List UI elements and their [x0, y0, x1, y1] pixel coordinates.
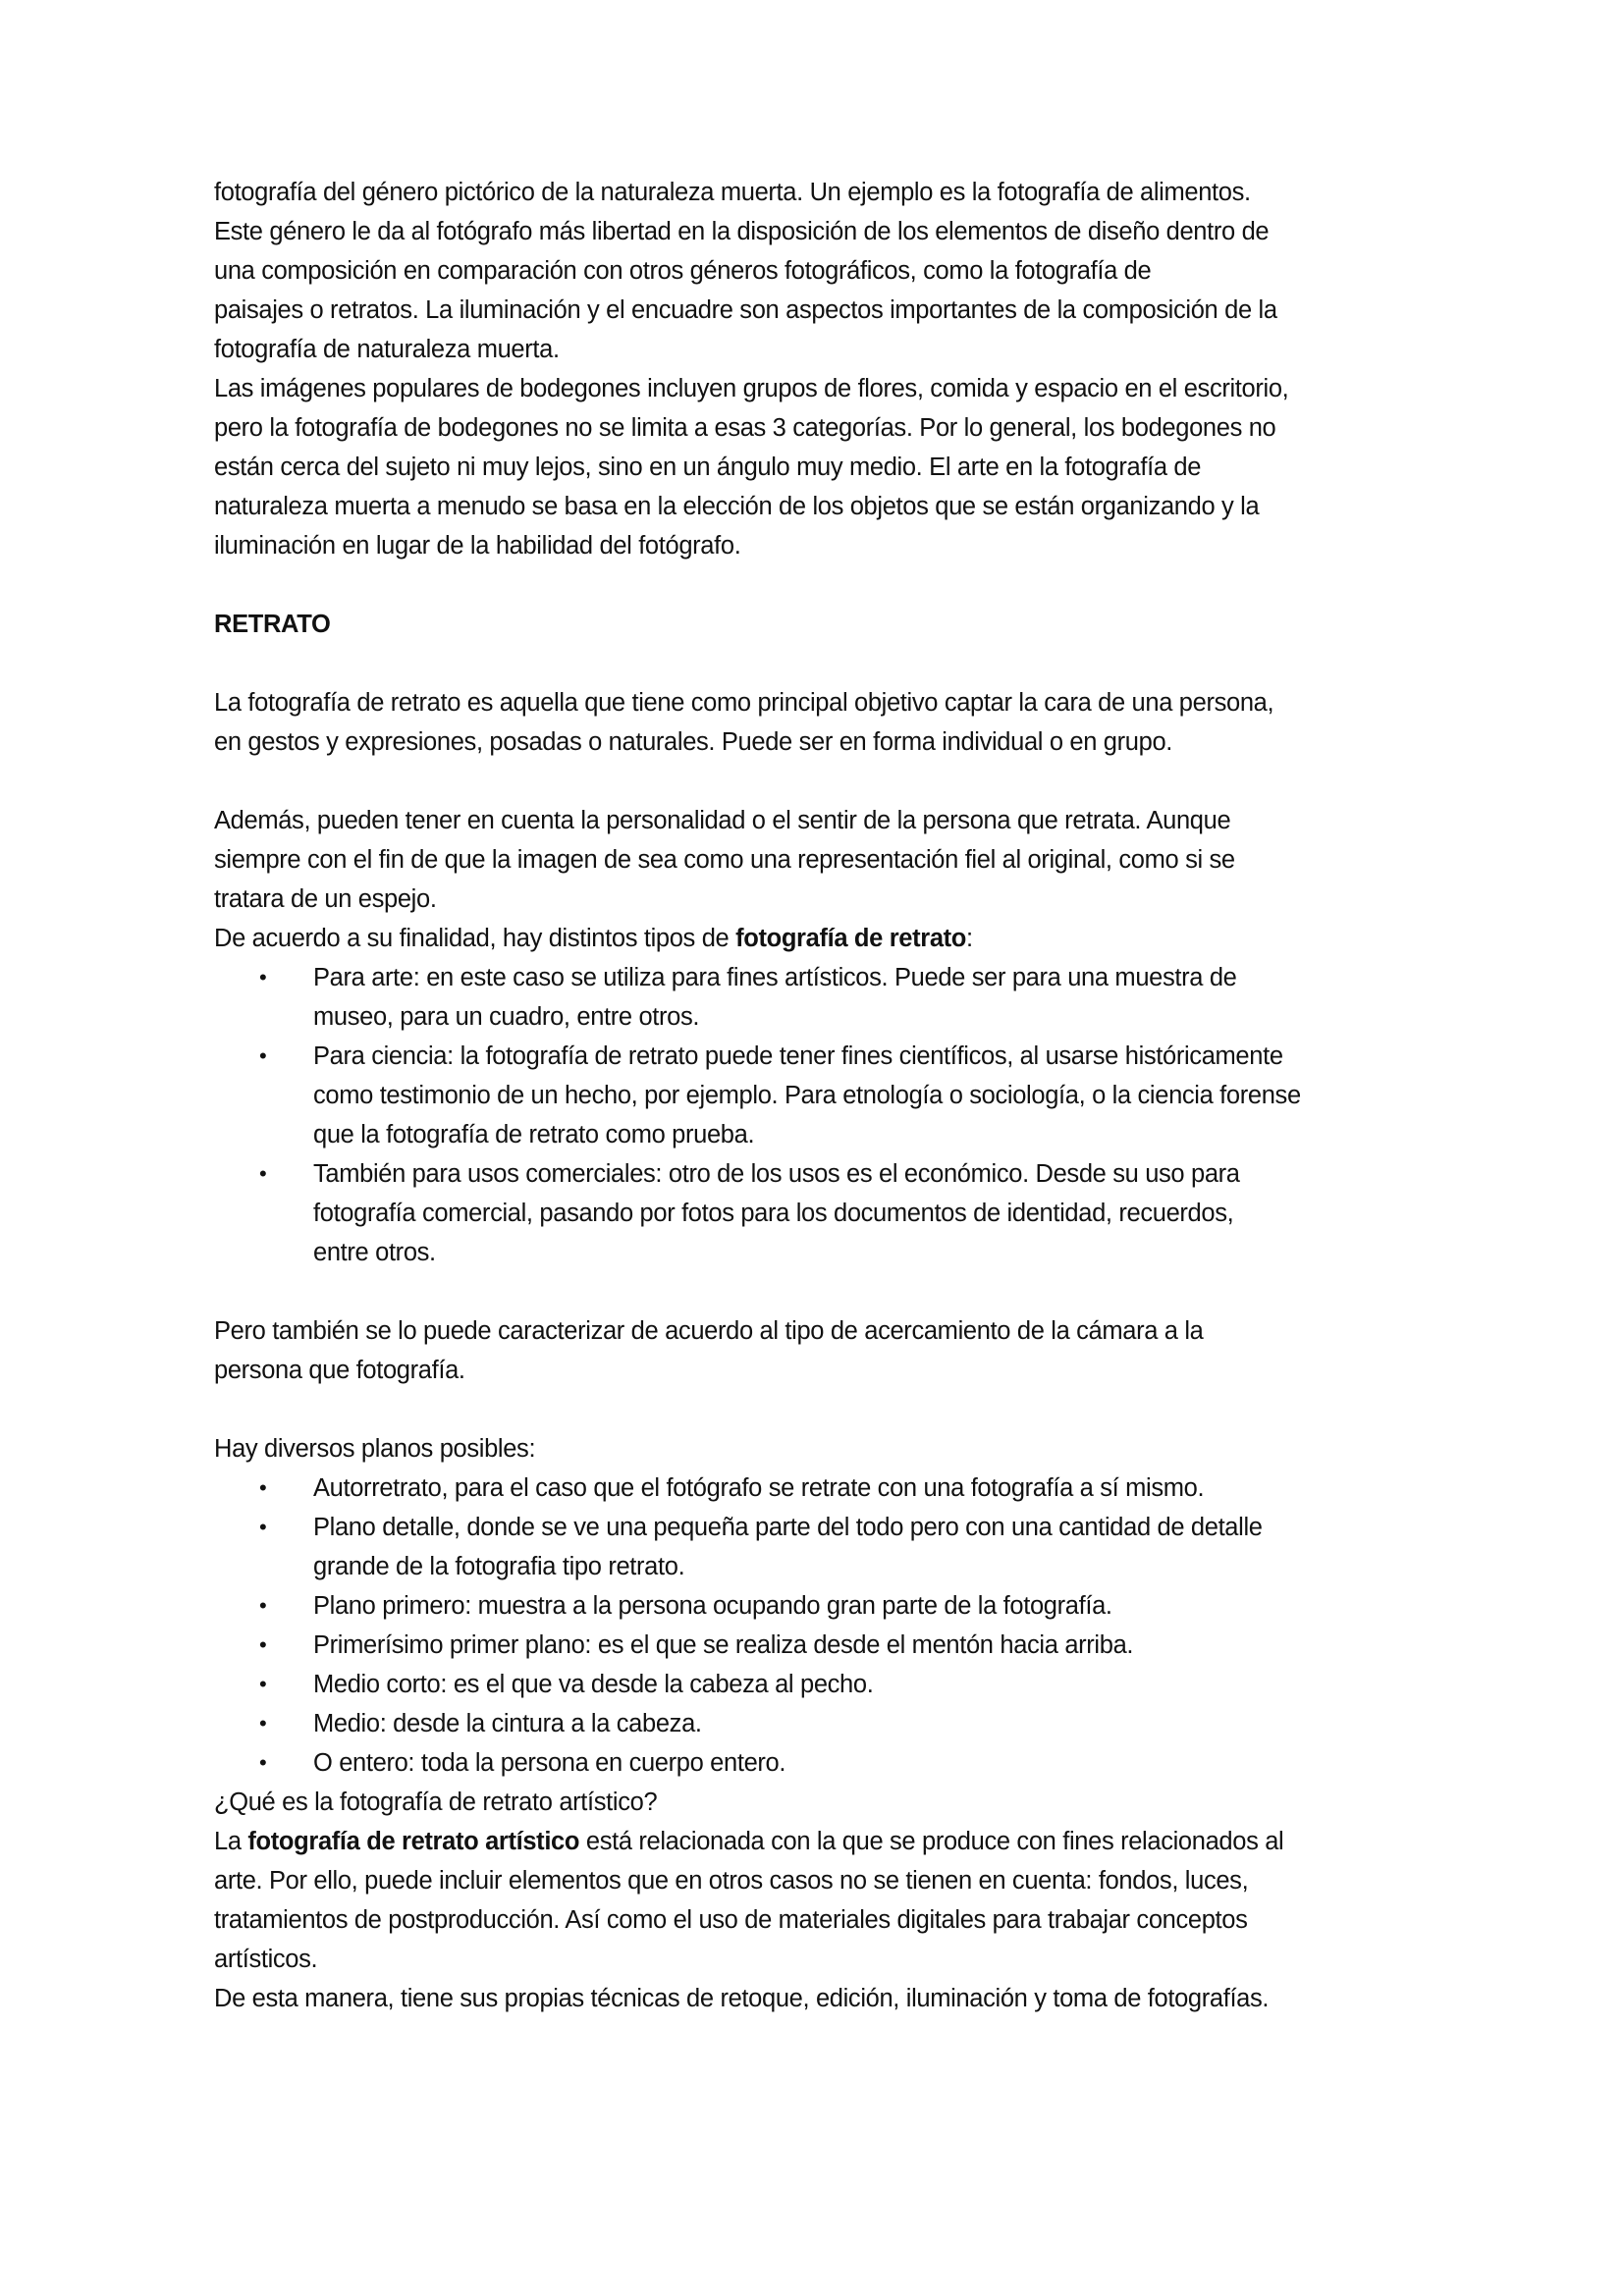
list-item: • Medio corto: es el que va desde la cabeza al pecho.	[214, 1665, 1441, 1704]
list-item: • Plano detalle, donde se ve una pequeña parte del todo pero con una cantidad de detalle grande de la fotografia tipo retrato.	[214, 1508, 1441, 1586]
list-item: • O entero: toda la persona en cuerpo entero.	[214, 1743, 1441, 1783]
bullet-icon: •	[259, 965, 267, 989]
closing-line: De esta manera, tiene sus propias técnicas de retoque, edición, iluminación y toma de fotografías.	[214, 1985, 1270, 2012]
bullet-icon: •	[259, 1161, 267, 1186]
question-line: ¿Qué es la fotografía de retrato artístico?	[214, 1789, 658, 1816]
text-line: una composición en comparación con otros géneros fotográficos, como la fotografía de	[214, 257, 1152, 285]
bullet-icon: •	[259, 1672, 267, 1696]
text-line: Además, pueden tener en cuenta la personalidad o el sentir de la persona que retrata. Aunque	[214, 807, 1231, 834]
text-line: Pero también se lo puede caracterizar de acuerdo al tipo de acercamiento de la cámara a la	[214, 1317, 1204, 1345]
bullet-icon: •	[259, 1043, 267, 1068]
planes-intro: Hay diversos planos posibles:	[214, 1435, 536, 1463]
types-list	[214, 958, 1441, 1272]
section-heading: RETRATO	[214, 611, 331, 638]
bullet-icon: •	[259, 1711, 267, 1735]
list-item: • También para usos comerciales: otro de los usos es el económico. Desde su uso para fotografía comercial, pasando por fotos para los documentos de identidad, recuerdos, entre otros.	[214, 1154, 1441, 1272]
text-line: fotografía del género pictórico de la naturaleza muerta. Un ejemplo es la fotografía de alimentos.	[214, 179, 1251, 206]
spacer	[214, 644, 1441, 683]
text-line: artísticos.	[214, 1946, 318, 1973]
intro-paragraph	[214, 173, 1441, 565]
spacer	[214, 1390, 1441, 1429]
text-line: están cerca del sujeto ni muy lejos, sino en un ángulo muy medio. El arte en la fotografía de	[214, 454, 1202, 481]
text-line: paisajes o retratos. La iluminación y el encuadre son aspectos importantes de la composición de la	[214, 296, 1277, 324]
bullet-icon: •	[259, 1632, 267, 1657]
bullet-icon: •	[259, 1515, 267, 1539]
planes-list	[214, 1468, 1441, 1783]
spacer	[214, 565, 1441, 605]
text-line: Este género le da al fotógrafo más libertad en la disposición de los elementos de diseño dentro de	[214, 218, 1270, 245]
text-line: tratara de un espejo.	[214, 885, 437, 913]
personality-paragraph	[214, 801, 1441, 919]
text-line: fotografía de naturaleza muerta.	[214, 336, 560, 363]
bullet-icon: •	[259, 1593, 267, 1618]
text-line: persona que fotografía.	[214, 1357, 465, 1384]
list-item: • Para ciencia: la fotografía de retrato puede tener fines científicos, al usarse históricamente como testimonio de un hecho, por ejemplo. Para etnología o sociología, o la ciencia forense que la fotografía de retrato como prueba.	[214, 1037, 1441, 1154]
spacer	[214, 762, 1441, 801]
text-line: siempre con el fin de que la imagen de sea como una representación fiel al original, como si se	[214, 846, 1235, 874]
text-line: iluminación en lugar de la habilidad del fotógrafo.	[214, 532, 741, 560]
text-line: tratamientos de postproducción. Así como el uso de materiales digitales para trabajar conceptos	[214, 1906, 1248, 1934]
bold-term: fotografía de retrato	[735, 925, 967, 952]
list-item: • Primerísimo primer plano: es el que se realiza desde el mentón hacia arriba.	[214, 1626, 1441, 1665]
retrato-definition-paragraph	[214, 683, 1441, 762]
list-item: • Para arte: en este caso se utiliza para fines artísticos. Puede ser para una muestra de museo, para un cuadro, entre otros.	[214, 958, 1441, 1037]
text-line: Las imágenes populares de bodegones incluyen grupos de flores, comida y espacio en el escritorio,	[214, 375, 1289, 402]
list-item: • Plano primero: muestra a la persona ocupando gran parte de la fotografía.	[214, 1586, 1441, 1626]
bullet-icon: •	[259, 1750, 267, 1775]
list-item: • Medio: desde la cintura a la cabeza.	[214, 1704, 1441, 1743]
text-line: arte. Por ello, puede incluir elementos que en otros casos no se tienen en cuenta: fondos, luces,	[214, 1867, 1249, 1895]
bullet-icon: •	[259, 1475, 267, 1500]
text-line: naturaleza muerta a menudo se basa en la elección de los objetos que se están organizando y la	[214, 493, 1260, 520]
types-intro: De acuerdo a su finalidad, hay distintos tipos de fotografía de retrato:	[214, 925, 973, 952]
bold-term: fotografía de retrato artístico	[247, 1828, 580, 1855]
camera-approach-paragraph	[214, 1311, 1441, 1390]
text-line: en gestos y expresiones, posadas o naturales. Puede ser en forma individual o en grupo.	[214, 728, 1173, 756]
text-line: La fotografía de retrato es aquella que tiene como principal objetivo captar la cara de una persona,	[214, 689, 1274, 717]
list-item: • Autorretrato, para el caso que el fotógrafo se retrate con una fotografía a sí mismo.	[214, 1468, 1441, 1508]
text-line: pero la fotografía de bodegones no se limita a esas 3 categorías. Por lo general, los bodegones no	[214, 414, 1276, 442]
document-page	[214, 173, 1441, 2018]
spacer	[214, 1272, 1441, 1311]
artistic-portrait-paragraph: La fotografía de retrato artístico está relacionada con la que se produce con fines relacionados al arte. Por ello, puede incluir elementos que en otros casos no se tienen en cuenta: fondos, luces, tratamientos de postproducción. Así como el uso de materiales digitales para trabajar conceptos artísticos.	[214, 1822, 1441, 1979]
